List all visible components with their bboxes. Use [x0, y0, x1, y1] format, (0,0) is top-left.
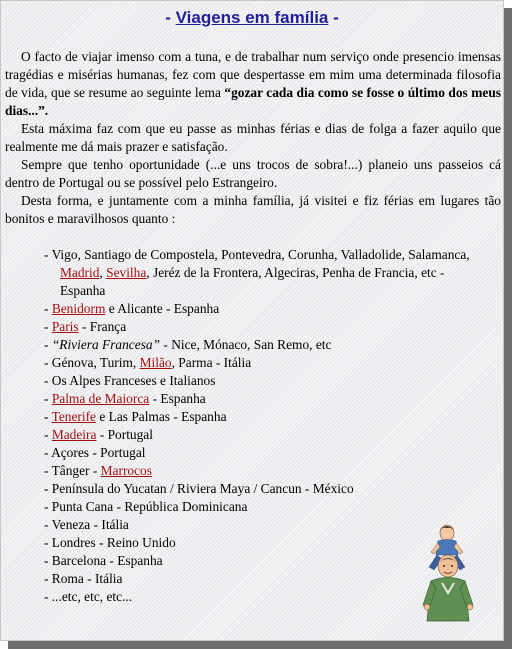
list-item	[44, 336, 484, 354]
link-milao[interactable]: Milão	[139, 355, 172, 370]
intro-text	[5, 48, 501, 228]
list-item	[44, 408, 484, 426]
link-tenerife[interactable]: Tenerife	[51, 409, 96, 424]
list-item	[44, 246, 484, 300]
item-text: e Alicante - Espanha	[105, 301, 220, 316]
list-item: - Barcelona - Espanha	[44, 553, 163, 568]
item-text: - Tânger -	[44, 463, 101, 478]
list-item	[44, 462, 484, 480]
intro-p1-text: O facto de viajar imenso com a tuna, e de trabalhar num serviço onde presencio imensas tragédias e misérias humanas, fez com que despertasse em mim uma determinada filosofia de vida, que se resume ao seguinte lema	[5, 49, 501, 100]
link-madeira[interactable]: Madeira	[51, 427, 97, 442]
item-text: , Jeréz de la Frontera, Algeciras, Penha de Francia, etc - Espanha	[60, 265, 445, 298]
riviera-francesa: “Riviera Francesa”	[51, 337, 161, 352]
item-text: -	[44, 409, 52, 424]
title-prefix: -	[165, 8, 176, 27]
father-child-clipart-icon	[417, 521, 481, 623]
item-text: - Espanha	[149, 391, 206, 406]
list-item	[44, 354, 484, 372]
link-palma-de-maiorca[interactable]: Palma de Maiorca	[51, 391, 150, 406]
intro-paragraph-2: Esta máxima faz com que eu passe as minhas férias e dias de folga a fazer aquilo que realmente me dá mais prazer e satisfação.	[5, 121, 501, 154]
item-text: -	[44, 337, 52, 352]
item-text: , Parma - Itália	[171, 355, 252, 370]
list-item: - Punta Cana - República Dominicana	[44, 499, 248, 514]
item-text: - Nice, Mónaco, San Remo, etc	[160, 337, 332, 352]
list-item: - Londres - Reino Unido	[44, 535, 176, 550]
link-marrocos[interactable]: Marrocos	[100, 463, 152, 478]
title-suffix: -	[328, 8, 339, 27]
intro-paragraph-3: Sempre que tenho oportunidade (...e uns trocos de sobra!...) planeio uns passeios cá dentro de Portugal ou se possível pelo Estrangeiro.	[5, 157, 501, 190]
list-item: - Roma - Itália	[44, 571, 123, 586]
item-text: - França	[78, 319, 127, 334]
list-item	[44, 390, 484, 408]
item-text: - Portugal	[96, 427, 153, 442]
item-text: -	[44, 301, 52, 316]
list-item	[44, 426, 484, 444]
list-item	[44, 318, 484, 336]
item-text: -	[44, 319, 52, 334]
link-paris[interactable]: Paris	[51, 319, 79, 334]
list-item: - ...etc, etc, etc...	[44, 589, 133, 604]
list-item: - Península do Yucatan / Riviera Maya / Cancun - México	[44, 481, 354, 496]
motto: “gozar cada dia como se fosse o último dos meus dias...”.	[5, 85, 501, 118]
page-title	[1, 8, 503, 28]
link-sevilha[interactable]: Sevilha	[106, 265, 147, 280]
item-text: -	[44, 391, 52, 406]
item-text: ,	[99, 265, 107, 280]
item-text: -	[44, 427, 52, 442]
link-madrid[interactable]: Madrid	[60, 265, 100, 280]
item-text: e Las Palmas - Espanha	[96, 409, 227, 424]
item-text: - Génova, Turim,	[44, 355, 140, 370]
item-text: - Vigo, Santiago de Compostela, Pontevedra, Corunha, Valladolide, Salamanca,	[44, 247, 470, 262]
intro-paragraph-4: Desta forma, e juntamente com a minha família, já visitei e fiz férias em lugares tão bonitos e maravilhosos quanto :	[5, 193, 501, 226]
title-link[interactable]: Viagens em família	[175, 8, 329, 27]
list-item: - Açores - Portugal	[44, 445, 146, 460]
link-benidorm[interactable]: Benidorm	[51, 301, 106, 316]
intro-paragraph-1	[5, 48, 501, 120]
list-item	[44, 300, 484, 318]
list-item: - Os Alpes Franceses e Italianos	[44, 373, 216, 388]
list-item: - Veneza - Itália	[44, 517, 129, 532]
